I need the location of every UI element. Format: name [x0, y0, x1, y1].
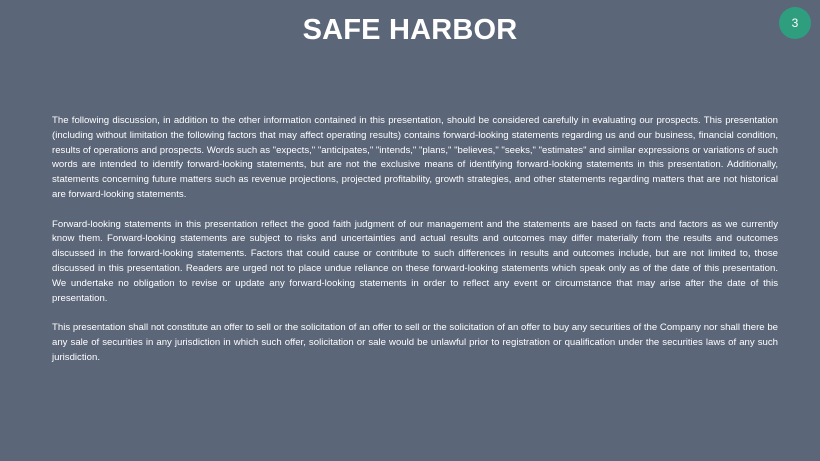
page-number-badge: 3 — [779, 7, 811, 39]
disclaimer-paragraph-3: This presentation shall not constitute an offer to sell or the solicitation of an offer to sell or the solicitation of an offer to buy any securities of the Company nor shall there be any sale of securities in any jurisdiction in which such offer, solicitation or sale would be unlawful prior to registration or qualification under the securities laws of any such jurisdiction. — [52, 322, 778, 363]
disclaimer-paragraph-1: The following discussion, in addition to the other information contained in this presentation, should be considered carefully in evaluating our prospects. This presentation (including without limitation the following factors that may affect operating results) contains forward-looking statements regarding us and our business, financial condition, results of operations and prospects. Words such as "expects," "anticipates," "intends," "plans," "believes," "seeks," "estimates" and similar expressions or variations of such words are intended to identify forward-looking statements, but are not the exclusive means of identifying forward-looking statements in this presentation. Additionally, statements concerning future matters such as revenue projections, projected profitability, growth strategies, and other statements regarding matters that are not historical are forward-looking statements. — [52, 115, 778, 200]
slide-title: SAFE HARBOR — [302, 14, 518, 46]
disclaimer-paragraph-2: Forward-looking statements in this presentation reflect the good faith judgment of our management and the statements are based on facts and factors as we currently know them. Forward-looking statements are subject to risks and uncertainties and actual results and outcomes may differ materially from the results and outcomes discussed in the forward-looking statements. Factors that could cause or contribute to such differences in results and outcomes include, but are not limited to, those discussed in this presentation. Readers are urged not to place undue reliance on these forward-looking statements which speak only as of the date of this presentation. We undertake no obligation to revise or update any forward-looking statements in order to reflect any event or circumstance that may arise after the date of this presentation. — [52, 218, 778, 304]
slide-body — [52, 114, 778, 380]
